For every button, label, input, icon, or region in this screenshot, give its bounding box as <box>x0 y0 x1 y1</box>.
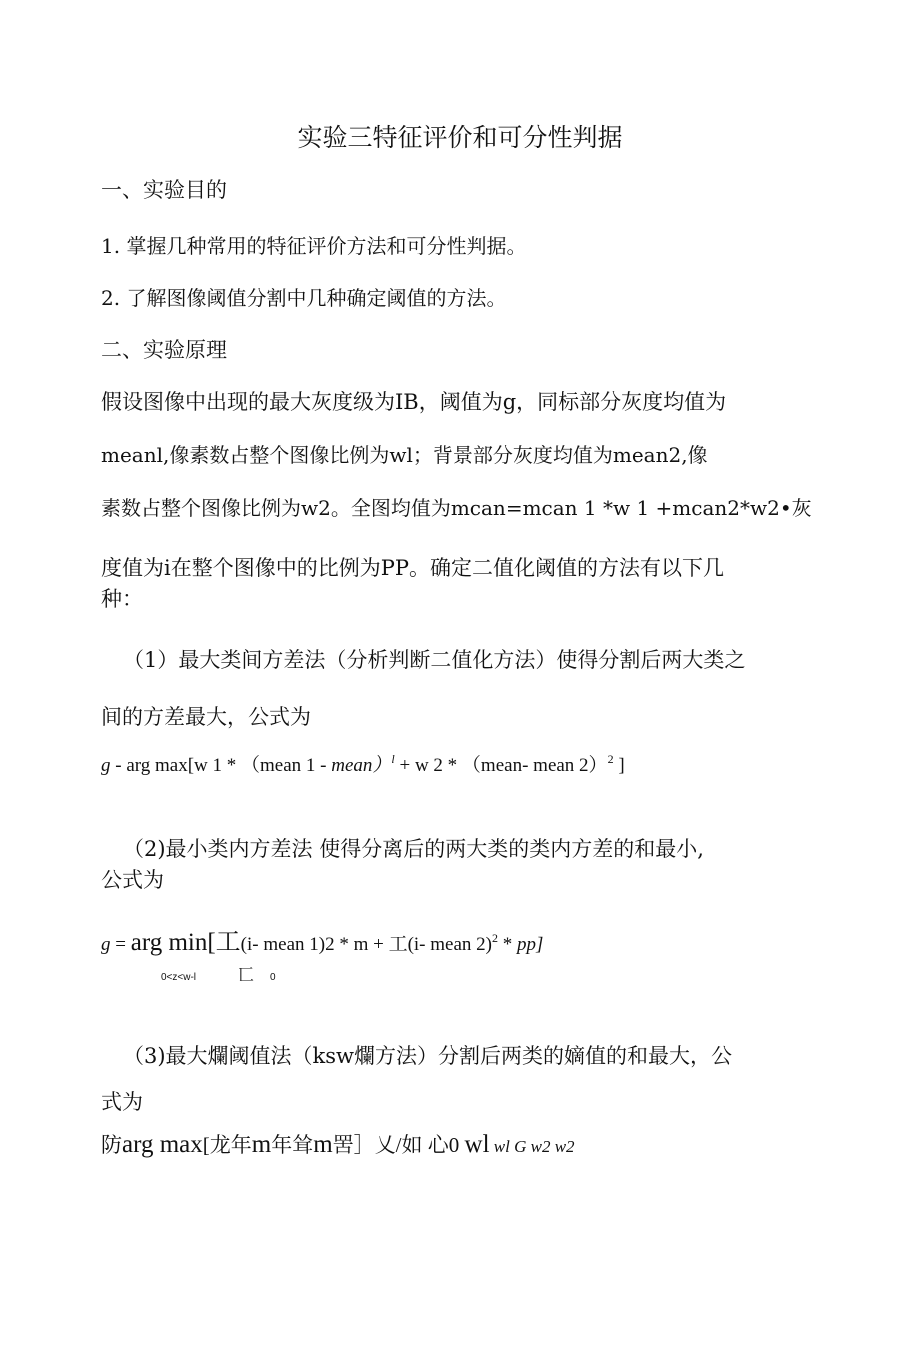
formula-exponent: l <box>391 752 395 766</box>
method2-line-1: （2)最小类内方差法 使得分离后的两大类的类内方差的和最小, <box>123 837 704 861</box>
principle-line-4: 度值为i在整个图像中的比例为PP。确定二值化阈值的方法有以下几 <box>101 556 724 580</box>
method3-line-1: （3)最大爛阈值法（ksw爛方法）分割后两类的嫡值的和最大，公 <box>123 1044 733 1068</box>
formula-part: (i- mean 1)2 * m + 工(i- mean 2) <box>240 934 492 955</box>
formula-part: 罟］乂/如 心0 <box>332 1133 465 1157</box>
purpose-item-2: 2. 了解图像阈值分割中几种确定阈值的方法。 <box>101 286 507 310</box>
method3-formula <box>101 1133 575 1159</box>
formula-part: * <box>497 934 517 955</box>
method3-line-2: 式为 <box>101 1090 143 1114</box>
principle-line-3: 素数占整个图像比例为w2。全图均值为mcan=mcan 1 *w 1 +mcan2*w2•灰 <box>101 496 812 520</box>
method1-formula <box>101 754 625 779</box>
formula-var-g: g <box>101 934 111 955</box>
section-heading-principle: 二、实验原理 <box>101 338 227 362</box>
formula-part: wl G w2 w2 <box>489 1137 575 1156</box>
formula-part: [龙年 <box>202 1133 252 1157</box>
formula-subscript-range: 0<z<w-l <box>161 972 197 983</box>
method1-line-1: （1）最大类间方差法（分析判断二值化方法）使得分割后两大类之 <box>123 648 746 672</box>
formula-part: = <box>110 934 131 955</box>
formula-part: wl <box>464 1131 490 1158</box>
section-heading-purpose: 一、实验目的 <box>101 178 227 202</box>
formula-part: m <box>313 1131 333 1158</box>
principle-line-2: meanl,像素数占整个图像比例为wl；背景部分灰度均值为mean2,像 <box>101 443 708 467</box>
formula-subscript-zero: 0 <box>270 972 276 983</box>
formula-exponent: 2 <box>607 752 614 766</box>
formula-part: 防 <box>101 1133 122 1157</box>
formula-part: pp] <box>516 934 544 955</box>
principle-line-5: 种： <box>101 587 143 611</box>
formula-part: m <box>251 1131 272 1158</box>
principle-line-1: 假设图像中出现的最大灰度级为IB，阈值为g，同标部分灰度均值为 <box>101 390 727 414</box>
formula-part: ） <box>372 755 392 776</box>
method2-formula <box>101 931 543 958</box>
page-title: 实验三特征评价和可分性判据 <box>297 123 623 152</box>
formula-part: [工 <box>207 929 241 956</box>
formula-part: + w 2 * （mean- mean 2） <box>394 755 608 776</box>
formula-argmax: arg max <box>122 1131 203 1158</box>
purpose-item-1: 1. 掌握几种常用的特征评价方法和可分性判据。 <box>101 234 527 258</box>
formula-part: ] <box>613 755 625 776</box>
formula-subscript-symbol: 匸 <box>238 965 255 984</box>
method2-line-2: 公式为 <box>101 868 164 892</box>
formula-argmin: arg min <box>130 929 208 956</box>
formula-part: - arg max[w 1 * （mean 1 - <box>110 755 332 776</box>
formula-var-g: g <box>101 755 111 776</box>
formula-part: mean <box>331 755 373 776</box>
method1-line-2: 间的方差最大，公式为 <box>101 705 311 729</box>
formula-part: 年耸 <box>271 1133 314 1157</box>
formula-exponent: 2 <box>491 931 498 945</box>
